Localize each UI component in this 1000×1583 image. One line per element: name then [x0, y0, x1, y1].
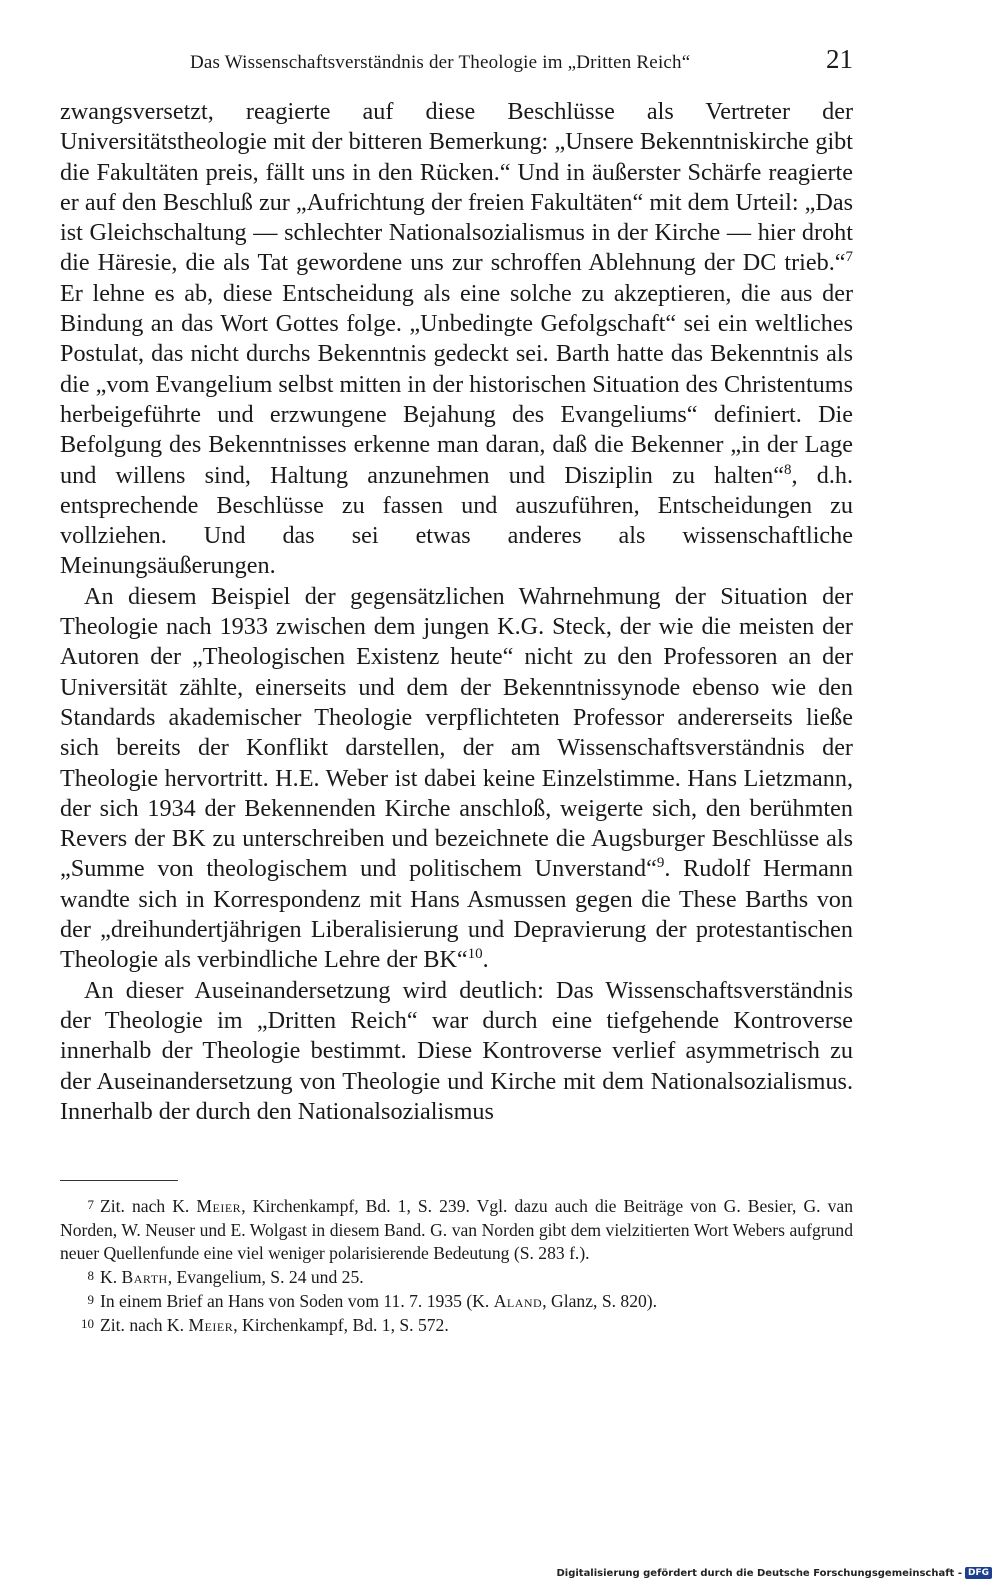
credit-text: Digitalisierung gefördert durch die Deutsche Forschungsgemeinschaft -: [556, 1567, 962, 1579]
footnote-number: 8: [87, 1268, 94, 1284]
footnote-ref-10[interactable]: 10: [467, 946, 483, 963]
digitization-credit: [556, 1567, 992, 1579]
paragraph-2-part-1: An diesem Beispiel der gegensätzlichen Wahrnehmung der Situation der Theologie nach 1933 zwischen dem jungen K.G. Steck, der wie die meisten der Autoren der „Theologischen Existenz heute“ nicht zu den Professoren an der Universität zählte, einerseits und dem der Bekenntnissynode ebenso wie den Standards akademischer Theologie verpflichteten Professor andererseits ließe sich bereits der Konflikt darstellen, der am Wissenschaftsverständnis der Theologie hervortritt. H.E. Weber ist dabei keine Einzelstimme. Hans Lietzmann, der sich 1934 der Bekennenden Kirche anschloß, weigerte sich, den berühmten Revers der BK zu unterschreiben und bezeichnete die Augsburger Beschlüsse als „Summe von theologischem und politischem Unverstand“: [60, 582, 853, 883]
footnote-number: 10: [81, 1315, 94, 1331]
footnote-text: , Evangelium, S. 24 und 25.: [167, 1267, 364, 1288]
paragraph-3-text: An dieser Auseinandersetzung wird deutlich: Das Wissenschaftsverständnis der Theologie im „Dritten Reich“ war durch eine tiefgehende Kontroverse innerhalb der Theologie bestimmt. Diese Kontroverse verlief asymmetrisch zu der Auseinandersetzung von Theologie und Kirche mit dem Nationalsozialismus. Innerhalb der durch den Nationalsozialismus: [60, 976, 853, 1125]
footnote-text: , Kirchenkampf, Bd. 1, S. 239. Vgl. dazu auch die Beiträge von G. Besier, G. van Norden, W. Neuser und E. Wolgast in diesem Band. G. van Norden gibt dem vielzitierten Wort Webers aufgrund neuer Quellenfunde eine viel weniger polarisierende Bedeutung (S. 283 f.).: [60, 1196, 853, 1264]
footnote-ref-8[interactable]: 8: [783, 461, 792, 478]
body-text: [60, 97, 853, 1127]
running-title: Das Wissenschaftsverständnis der Theologie im „Dritten Reich“: [190, 52, 691, 73]
footnote-number: 7: [87, 1197, 94, 1212]
footnotes: [60, 1195, 853, 1337]
footnote-9: [60, 1290, 853, 1314]
footnote-author: Aland: [493, 1290, 543, 1311]
paragraph-1-part-1: zwangsversetzt, reagierte auf diese Beschlüsse als Vertreter der Universitätstheologie mit der bitteren Bemerkung: „Unsere Bekenntniskirche gibt die Fakultäten preis, fällt uns in den Rücken.“ Und in äußerster Schärfe reagierte er auf den Beschluß zur „Aufrichtung der freien Fakultäten“ mit dem Urteil: „Das ist Gleichschaltung — schlechter Nationalsozialismus in der Kirche — hier droht die Häresie, die als Tat gewordene uns zur schroffen Ablehnung der DC trieb.“: [60, 98, 853, 277]
paragraph-1-part-2: Er lehne es ab, diese Entscheidung als eine solche zu akzeptieren, die aus der Bindung an das Wort Gottes folge. „Unbedingte Gefolgschaft“ sei ein weltliches Postulat, das nicht durchs Bekenntnis gedeckt sei. Barth hatte das Bekenntnis als die „vom Evangelium selbst mitten in der historischen Situation des Christentums herbeigeführte und erzwungene Bejahung des Evangeliums“ definiert. Die Befolgung des Bekenntnisses erkenne man daran, daß die Bekenner „in der Lage und willens sind, Haltung anzunehmen und Disziplin zu halten“: [60, 279, 853, 489]
page-number: 21: [826, 44, 853, 74]
footnote-text: Zit. nach K.: [100, 1314, 189, 1335]
running-head: [60, 46, 853, 80]
paragraph-3: [60, 976, 853, 1127]
dfg-logo-icon: DFG: [965, 1567, 992, 1579]
footnote-8: [60, 1266, 853, 1290]
footnote-author: Meier: [188, 1314, 234, 1335]
paragraph-1: [60, 97, 853, 582]
paragraph-1-part-3: , d.h. entsprechende Beschlüsse zu fassen und auszuführen, Entscheidungen zu vollziehen. Und das sei etwas anderes als wissenschaftliche Meinungsäußerungen.: [60, 461, 854, 580]
paragraph-2-part-3: .: [482, 946, 489, 974]
footnote-ref-9[interactable]: 9: [656, 855, 665, 872]
footnote-author: Meier: [196, 1196, 242, 1216]
footnote-10: [60, 1314, 853, 1338]
paragraph-2-part-2: . Rudolf Hermann wandte sich in Korrespondenz mit Hans Asmussen gegen die These Barths von der „dreihundertjährigen Liberalisierung und Depravierung der protestantischen Theologie als verbindliche Lehre der BK“: [60, 855, 853, 974]
footnote-text: Zit. nach K.: [100, 1196, 197, 1216]
footnote-divider: [60, 1180, 178, 1181]
footnote-ref-7[interactable]: 7: [845, 249, 853, 266]
footnote-number: 9: [87, 1291, 94, 1307]
paragraph-2: [60, 582, 853, 976]
footnote-text: , Glanz, S. 820).: [542, 1290, 658, 1311]
footnote-author: Barth: [121, 1267, 168, 1288]
footnote-text: , Kirchenkampf, Bd. 1, S. 572.: [233, 1314, 449, 1335]
footnote-7: [60, 1195, 853, 1266]
footnote-text: In einem Brief an Hans von Soden vom 11. 7. 1935 (K.: [100, 1290, 494, 1311]
footnote-text: K.: [100, 1267, 122, 1288]
